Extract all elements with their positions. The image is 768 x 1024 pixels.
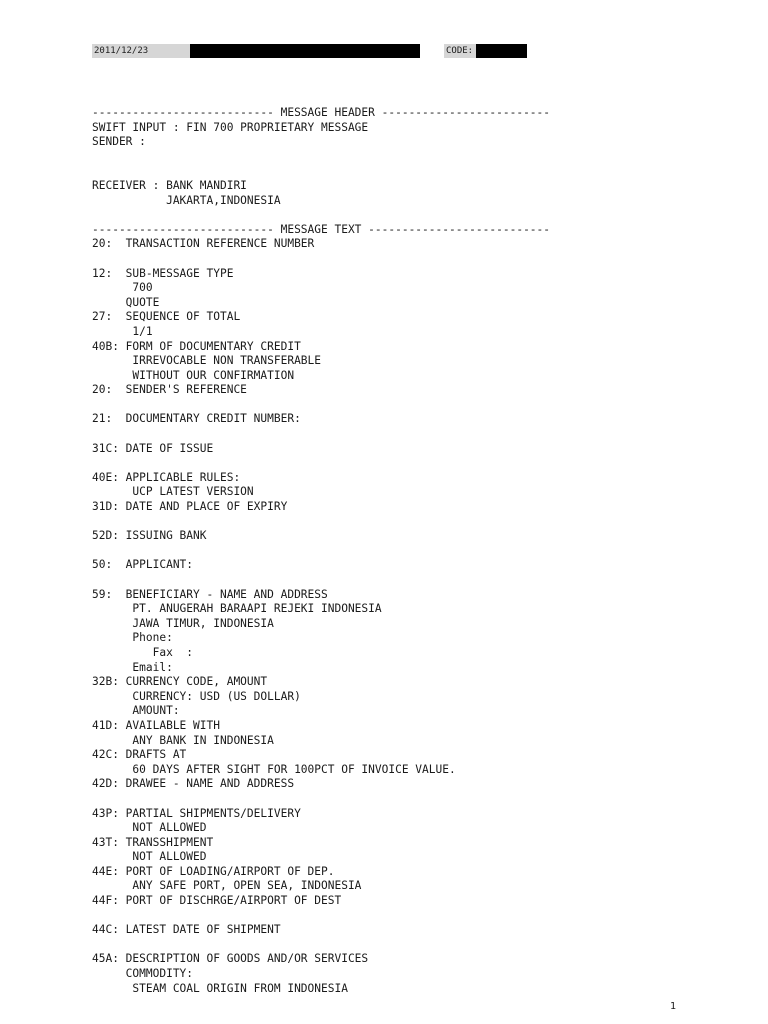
document-line: 20: SENDER'S REFERENCE <box>92 383 247 397</box>
document-line: 42C: DRAFTS AT <box>92 748 187 762</box>
document-line: AMOUNT: <box>92 704 180 718</box>
document-line: 45A: DESCRIPTION OF GOODS AND/OR SERVICES <box>92 952 369 966</box>
document-line: 700 <box>92 281 153 295</box>
document-line: 31D: DATE AND PLACE OF EXPIRY <box>92 500 288 514</box>
redaction-bar <box>190 44 420 58</box>
document-line: --------------------------- MESSAGE HEADER ------------------------- <box>92 106 551 119</box>
document-line: JAKARTA,INDONESIA <box>92 193 281 207</box>
document-line: 44C: LATEST DATE OF SHIPMENT <box>92 923 281 937</box>
document-line: 1/1 <box>92 324 153 338</box>
document-line: Fax : <box>92 645 194 659</box>
document-line: 59: BENEFICIARY - NAME AND ADDRESS <box>92 587 328 601</box>
document-line: 60 DAYS AFTER SIGHT FOR 100PCT OF INVOICE VALUE. <box>92 762 456 776</box>
document-line: NOT ALLOWED <box>92 850 207 864</box>
document-line <box>92 456 652 471</box>
document-line: 12: SUB-MESSAGE TYPE <box>92 266 234 280</box>
document-line: SWIFT INPUT : FIN 700 PROPRIETARY MESSAGE <box>92 120 369 134</box>
document-line: 27: SEQUENCE OF TOTAL <box>92 310 241 324</box>
document-line <box>92 573 652 588</box>
document-line: SENDER : <box>92 135 146 149</box>
document-line: 43P: PARTIAL SHIPMENTS/DELIVERY <box>92 806 301 820</box>
document-line: 40E: APPLICABLE RULES: <box>92 470 241 484</box>
document-line: UCP LATEST VERSION <box>92 485 254 499</box>
document-line: Phone: <box>92 631 173 645</box>
document-line <box>92 398 652 413</box>
document-line: STEAM COAL ORIGIN FROM INDONESIA <box>92 981 348 995</box>
document-line <box>92 252 652 267</box>
document-line <box>92 208 652 223</box>
document-line <box>92 792 652 807</box>
document-line: 44E: PORT OF LOADING/AIRPORT OF DEP. <box>92 864 335 878</box>
document-line: WITHOUT OUR CONFIRMATION <box>92 368 295 382</box>
document-line: 52D: ISSUING BANK <box>92 529 207 543</box>
document-line: 42D: DRAWEE - NAME AND ADDRESS <box>92 777 295 791</box>
document-line <box>92 544 652 559</box>
document-line: JAWA TIMUR, INDONESIA <box>92 616 274 630</box>
document-header-bar <box>92 44 528 58</box>
document-line <box>92 164 652 179</box>
document-line: ANY SAFE PORT, OPEN SEA, INDONESIA <box>92 879 362 893</box>
document-line: ANY BANK IN INDONESIA <box>92 733 274 747</box>
document-line: 31C: DATE OF ISSUE <box>92 441 214 455</box>
document-line: CURRENCY: USD (US DOLLAR) <box>92 689 301 703</box>
document-line: 44F: PORT OF DISCHRGE/AIRPORT OF DEST <box>92 894 342 908</box>
document-line: QUOTE <box>92 295 160 309</box>
code-label: CODE: <box>446 46 474 56</box>
document-line <box>92 150 652 165</box>
document-line: 40B: FORM OF DOCUMENTARY CREDIT <box>92 339 301 353</box>
code-redaction-bar <box>476 44 527 58</box>
document-line: 50: APPLICANT: <box>92 558 194 572</box>
document-line <box>92 515 652 530</box>
document-line <box>92 909 652 924</box>
document-line <box>92 427 652 442</box>
document-line: 43T: TRANSSHIPMENT <box>92 835 214 849</box>
document-line: IRREVOCABLE NON TRANSFERABLE <box>92 354 322 368</box>
header-date: 2011/12/23 <box>94 46 149 56</box>
document-line <box>92 938 652 953</box>
document-line: RECEIVER : BANK MANDIRI <box>92 178 247 192</box>
document-line: 32B: CURRENCY CODE, AMOUNT <box>92 675 268 689</box>
document-line: --------------------------- MESSAGE TEXT --------------------------- <box>92 222 551 236</box>
document-line: Email: <box>92 660 173 674</box>
document-line: PT. ANUGERAH BARAAPI REJEKI INDONESIA <box>92 602 382 616</box>
document-line: 21: DOCUMENTARY CREDIT NUMBER: <box>92 412 301 426</box>
document-line: 20: TRANSACTION REFERENCE NUMBER <box>92 237 315 251</box>
page-number: 1 <box>669 1001 676 1012</box>
document-line: 41D: AVAILABLE WITH <box>92 718 220 732</box>
document-line: NOT ALLOWED <box>92 821 207 835</box>
document-line: COMMODITY: <box>92 967 194 981</box>
swift-message-body <box>92 106 652 996</box>
